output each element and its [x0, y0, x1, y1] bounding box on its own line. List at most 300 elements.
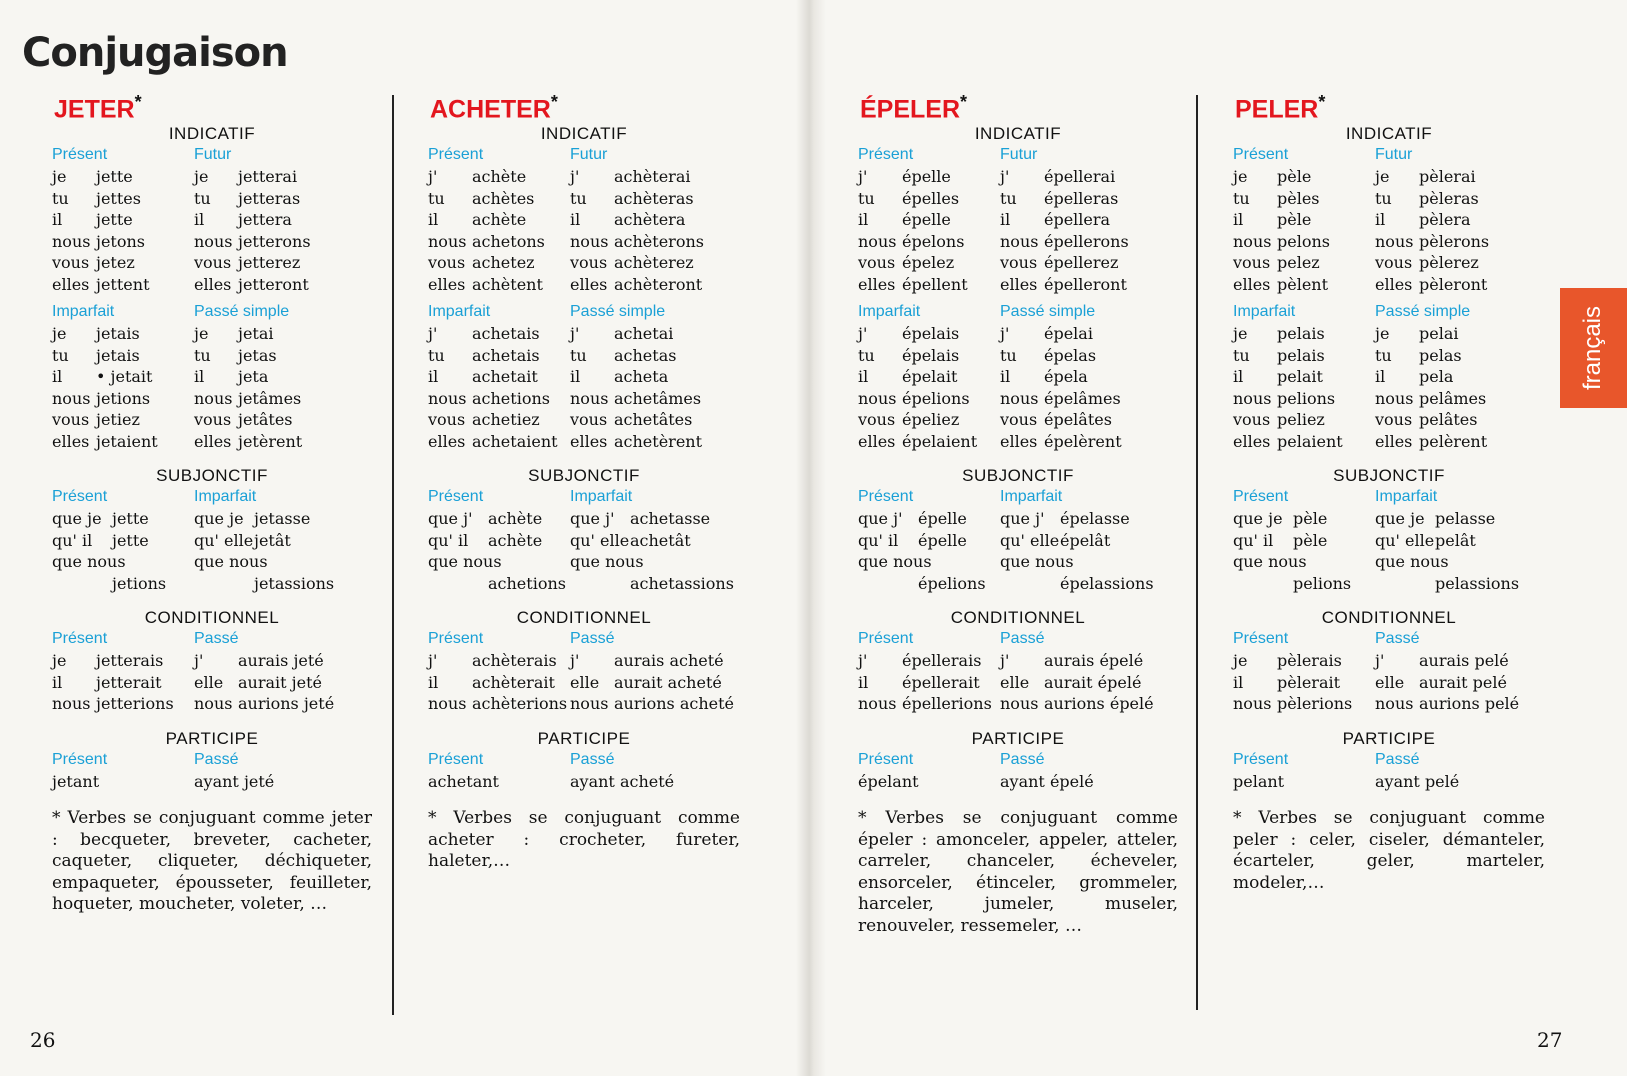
conjugation-line	[1233, 166, 1375, 188]
verb-form: pelions	[1277, 388, 1336, 408]
verb-form: épelleras	[1044, 188, 1119, 208]
pronoun: nous	[428, 231, 467, 251]
conjugation-line	[52, 530, 194, 552]
pronoun: j'	[570, 651, 580, 671]
conjugation-line	[1375, 252, 1525, 274]
tense-column	[1233, 301, 1375, 452]
tense-label: Passé	[570, 750, 615, 768]
pronoun: il	[52, 367, 63, 387]
page-number-left: 26	[30, 1028, 56, 1052]
pronoun: que je	[52, 509, 102, 529]
verb-form: pelais	[1277, 345, 1325, 365]
conjugation-line	[194, 345, 344, 367]
tense-row	[1233, 144, 1545, 295]
verb-form: jettera	[238, 210, 292, 230]
verb-form: jetterez	[238, 253, 301, 273]
pronoun: vous	[52, 253, 90, 273]
conjugation-line	[52, 388, 194, 410]
tense-label: Passé	[194, 630, 239, 648]
verb-form: jetâmes	[238, 388, 302, 408]
verb-form: aurait acheté	[614, 672, 722, 692]
conjugation-line	[1000, 431, 1150, 453]
verb-title: ACHETER	[430, 95, 551, 124]
verb-form: jetterions	[96, 694, 174, 714]
conjugation-line	[1233, 188, 1375, 210]
pronoun: je	[1375, 324, 1390, 344]
tense-label: Imparfait	[570, 488, 633, 506]
tense-column	[1233, 749, 1375, 793]
verb-form: achetèrent	[614, 431, 703, 451]
tense-column	[1000, 749, 1150, 793]
pronoun: nous	[1000, 231, 1039, 251]
conjugation-line	[858, 345, 1000, 367]
verb-form: pèlerais	[1277, 651, 1342, 671]
pronoun: qu' elle	[1000, 530, 1060, 550]
tense-column	[1233, 628, 1375, 715]
tense-label: Futur	[194, 146, 232, 164]
verb-form: épelions	[918, 573, 986, 593]
pronoun: je	[194, 324, 209, 344]
pronoun: que nous	[858, 552, 932, 572]
mood-heading: PARTICIPE	[537, 728, 631, 748]
mood-heading: CONDITIONNEL	[950, 608, 1086, 628]
verb-form: épelions	[902, 388, 970, 408]
verb-form: aurions épelé	[1044, 694, 1154, 714]
pronoun: que nous	[1000, 552, 1074, 572]
tense-row	[1233, 486, 1545, 594]
verb-form: achète	[472, 210, 527, 230]
tense-label: Présent	[52, 488, 108, 506]
tense-label: Présent	[428, 146, 484, 164]
conjugation-line	[858, 650, 1000, 672]
pronoun: nous	[194, 694, 233, 714]
verb-name	[1235, 92, 1545, 124]
verb-form: pelas	[1419, 345, 1462, 365]
conjugation-line	[428, 252, 570, 274]
verb-form: achetâmes	[614, 388, 702, 408]
conjugation-line	[428, 209, 570, 231]
participle-past: ayant épelé	[1000, 771, 1094, 791]
mood-heading: CONDITIONNEL	[1321, 608, 1457, 628]
pronoun: il	[858, 210, 869, 230]
conjugation-line	[428, 551, 570, 573]
verb-form: jetterai	[238, 167, 298, 187]
pronoun: nous	[570, 388, 609, 408]
pronoun: vous	[858, 253, 896, 273]
conjugation-line	[194, 209, 344, 231]
mood-heading: SUBJONCTIF	[156, 466, 268, 486]
verb-form: pelâmes	[1419, 388, 1487, 408]
conjugation-line	[52, 573, 194, 595]
conjugation-line	[52, 409, 194, 431]
verb-title: JETER	[54, 95, 135, 124]
pronoun: je	[52, 651, 67, 671]
pronoun: j'	[858, 324, 868, 344]
verb-form: épelais	[902, 324, 960, 344]
pronoun: nous	[52, 694, 91, 714]
verb-form: achèterai	[614, 167, 691, 187]
pronoun: que je	[1375, 509, 1425, 529]
tense-label: Passé simple	[194, 303, 290, 321]
conjugation-line	[1375, 530, 1525, 552]
conjugation-line	[428, 650, 570, 672]
conjugation-line	[570, 274, 720, 296]
pronoun: nous	[858, 231, 897, 251]
conjugation-line	[1000, 551, 1150, 573]
participle-present: jetant	[52, 771, 100, 791]
conjugation-line	[194, 231, 344, 253]
verb-form: épelons	[902, 231, 965, 251]
conjugation-line	[570, 431, 720, 453]
tense-label: Imparfait	[858, 303, 921, 321]
verb-form: achètent	[472, 274, 543, 294]
tense-row	[52, 628, 372, 715]
pronoun: je	[1233, 324, 1248, 344]
verb-form: achètera	[614, 210, 686, 230]
pronoun: il	[858, 367, 869, 387]
tense-label: Présent	[428, 630, 484, 648]
participle-past: ayant pelé	[1375, 771, 1460, 791]
verb-form: jetions	[96, 388, 151, 408]
verb-form: épellerais	[902, 651, 982, 671]
conjugation-line	[52, 693, 194, 715]
verb-form: épeliez	[902, 410, 960, 430]
tense-column	[1375, 486, 1525, 594]
tense-column	[52, 144, 194, 295]
verb-form: épela	[1044, 367, 1088, 387]
conjugation-line	[428, 274, 570, 296]
verb-form: jette	[112, 509, 149, 529]
pronoun: j'	[428, 167, 438, 187]
conjugation-line	[1000, 388, 1150, 410]
tense-column	[1000, 301, 1150, 452]
pronoun: tu	[194, 188, 211, 208]
pronoun: je	[1375, 167, 1390, 187]
pronoun: elles	[194, 274, 232, 294]
conjugation-line	[194, 323, 344, 345]
conjugation-line	[194, 551, 344, 573]
language-tab[interactable]	[1560, 288, 1627, 408]
conjugation-line	[52, 672, 194, 694]
tense-column	[1375, 628, 1525, 715]
tense-column	[1233, 144, 1375, 295]
conjugation-line	[52, 323, 194, 345]
pronoun: tu	[1233, 345, 1250, 365]
conjugation-line	[1233, 366, 1375, 388]
pronoun: nous	[1233, 388, 1272, 408]
verb-form: pelâtes	[1419, 410, 1478, 430]
tense-column	[1375, 144, 1525, 295]
pronoun: nous	[858, 388, 897, 408]
verb-form: jette	[96, 167, 133, 187]
conjugation-line	[1000, 323, 1150, 345]
participle-past: ayant acheté	[570, 771, 675, 791]
verb-form: épelles	[902, 188, 960, 208]
verb-form: pèle	[1293, 509, 1328, 529]
pronoun: elles	[1000, 431, 1038, 451]
pronoun: elles	[1233, 274, 1271, 294]
verb-form: épelâmes	[1044, 388, 1121, 408]
verb-form: jetai	[238, 324, 274, 344]
conjugation-line	[52, 166, 194, 188]
tense-label: Passé simple	[1000, 303, 1096, 321]
pronoun: il	[1233, 210, 1244, 230]
verb-column	[52, 92, 372, 916]
verb-form: jetasse	[254, 509, 311, 529]
verb-form: pèlerons	[1419, 231, 1490, 251]
verb-form: pelons	[1277, 231, 1330, 251]
verb-form: achetas	[614, 345, 677, 365]
pronoun: tu	[194, 345, 211, 365]
verb-form: pèles	[1277, 188, 1320, 208]
conjugation-line	[1375, 693, 1525, 715]
pronoun: j'	[194, 651, 204, 671]
conjugation-line	[194, 252, 344, 274]
column-divider	[392, 95, 394, 1015]
pronoun: elles	[1233, 431, 1271, 451]
conjugation-line	[858, 188, 1000, 210]
pronoun: elles	[858, 431, 896, 451]
pronoun: je	[194, 167, 209, 187]
conjugation-line	[858, 573, 1000, 595]
pronoun: il	[1375, 210, 1386, 230]
tense-label: Passé	[1375, 630, 1420, 648]
tense-column	[1000, 486, 1154, 594]
pronoun: qu' il	[858, 530, 899, 550]
pronoun: nous	[194, 231, 233, 251]
verb-form: jettes	[96, 188, 141, 208]
pronoun: il	[570, 367, 581, 387]
conjugation-line	[194, 166, 344, 188]
verb-form: aurait jeté	[238, 672, 322, 692]
conjugation-line	[570, 672, 720, 694]
conjugation-line	[570, 388, 720, 410]
pronoun: elle	[570, 672, 600, 692]
tense-label: Présent	[858, 750, 914, 768]
conjugation-line	[570, 166, 720, 188]
conjugation-line	[1233, 573, 1375, 595]
tense-column	[194, 301, 344, 452]
tense-row	[858, 301, 1178, 452]
tense-column	[52, 486, 194, 594]
pronoun: je	[52, 167, 67, 187]
tense-label: Imparfait	[52, 303, 115, 321]
pronoun: j'	[858, 651, 868, 671]
tense-column	[428, 301, 570, 452]
tense-column	[570, 144, 720, 295]
verb-form: épellerai	[1044, 167, 1116, 187]
tense-row	[52, 749, 372, 793]
pronoun: que j'	[1000, 509, 1045, 529]
conjugation-line	[52, 188, 194, 210]
participle-present: pelant	[1233, 771, 1285, 791]
conjugation-line	[1233, 388, 1375, 410]
conjugation-line	[428, 431, 570, 453]
tense-column	[858, 628, 1000, 715]
tense-label: Imparfait	[1375, 488, 1438, 506]
verb-note: * Verbes se conjuguant comme jeter : becqueter, breveter, cacheter, caqueter, cliqueter, déchiqueter, empaqueter, épousseter, feuilleter, hoqueter, moucheter, voleter, …	[52, 808, 372, 915]
conjugation-line	[858, 388, 1000, 410]
conjugation-line	[570, 188, 720, 210]
conjugation-line	[1233, 672, 1375, 694]
pronoun: nous	[858, 694, 897, 714]
verb-form: pèle	[1293, 530, 1328, 550]
verb-form: jetais	[96, 324, 140, 344]
verb-form: jette	[112, 530, 149, 550]
pronoun: il	[1000, 367, 1011, 387]
conjugation-line	[1233, 323, 1375, 345]
conjugation-line	[858, 672, 1000, 694]
verb-form: épelasse	[1060, 509, 1130, 529]
verb-form: épelassions	[1060, 573, 1154, 593]
tense-column	[428, 144, 570, 295]
verb-form: épelai	[1044, 324, 1093, 344]
pronoun: nous	[52, 231, 91, 251]
verb-form: jetèrent	[238, 431, 303, 451]
verb-form: jetassions	[254, 573, 335, 593]
pronoun: j'	[428, 324, 438, 344]
participle-present: achetant	[428, 771, 499, 791]
conjugation-line	[1375, 551, 1525, 573]
verb-form: épellera	[1044, 210, 1111, 230]
mood-heading: PARTICIPE	[165, 728, 259, 748]
conjugation-line	[570, 693, 735, 715]
pronoun: vous	[1375, 410, 1413, 430]
tense-row	[1233, 749, 1545, 793]
tense-label: Futur	[1375, 146, 1413, 164]
conjugation-line	[1000, 209, 1150, 231]
conjugation-line	[194, 573, 344, 595]
conjugation-line	[52, 650, 194, 672]
conjugation-line	[1000, 409, 1150, 431]
pronoun: que j'	[428, 509, 473, 529]
tense-label: Présent	[428, 750, 484, 768]
asterisk: *	[550, 92, 558, 112]
conjugation-line	[52, 274, 194, 296]
pronoun: vous	[1233, 253, 1271, 273]
pronoun: j'	[1375, 651, 1385, 671]
verb-form: pèlerions	[1277, 694, 1353, 714]
conjugation-line	[1000, 693, 1154, 715]
conjugation-line	[1375, 672, 1525, 694]
tense-label: Présent	[1233, 630, 1289, 648]
verb-form: épellerait	[902, 672, 980, 692]
pronoun: que j'	[858, 509, 903, 529]
conjugation-line	[858, 409, 1000, 431]
conjugation-line	[194, 508, 344, 530]
tense-label: Passé simple	[570, 303, 666, 321]
conjugation-line	[570, 231, 720, 253]
pronoun: tu	[1000, 188, 1017, 208]
conjugation-line	[52, 508, 194, 530]
tense-label: Passé	[194, 750, 239, 768]
verb-form: épelais	[902, 345, 960, 365]
conjugation-line	[858, 274, 1000, 296]
conjugation-line	[1233, 530, 1375, 552]
conjugation-line	[1000, 530, 1150, 552]
tense-label: Imparfait	[1000, 488, 1063, 506]
tense-column	[1000, 628, 1154, 715]
conjugation-line	[858, 166, 1000, 188]
conjugation-line	[428, 231, 570, 253]
tense-row	[1233, 301, 1545, 452]
pronoun: il	[1233, 672, 1244, 692]
participle-past: ayant jeté	[194, 771, 275, 791]
verb-form: aurait épelé	[1044, 672, 1142, 692]
conjugation-line	[1375, 431, 1525, 453]
tense-label: Présent	[858, 488, 914, 506]
conjugation-line	[1375, 508, 1525, 530]
verb-name	[430, 92, 740, 124]
conjugation-line	[1375, 650, 1525, 672]
verb-form: pelions	[1293, 573, 1352, 593]
tense-column	[858, 301, 1000, 452]
verb-form: aurait pelé	[1419, 672, 1507, 692]
tense-row	[428, 628, 740, 715]
pronoun: elle	[1375, 672, 1405, 692]
conjugation-line	[858, 508, 1000, 530]
conjugation-line	[1000, 166, 1150, 188]
asterisk: *	[134, 92, 142, 112]
verb-form: achetât	[630, 530, 691, 550]
conjugation-line	[1000, 252, 1150, 274]
verb-form: achèterais	[472, 651, 557, 671]
verb-form: épelle	[902, 167, 951, 187]
conjugation-line	[52, 345, 194, 367]
verb-form: pèlent	[1277, 274, 1329, 294]
tense-row	[1233, 628, 1545, 715]
verb-form: achetâtes	[614, 410, 693, 430]
pronoun: elle	[194, 672, 224, 692]
conjugation-line	[1000, 508, 1150, 530]
tense-column	[194, 749, 344, 793]
verb-form: jetteras	[238, 188, 301, 208]
conjugation-line	[194, 693, 344, 715]
verb-form: jetteront	[238, 274, 309, 294]
pronoun: j'	[858, 167, 868, 187]
pronoun: elles	[428, 431, 466, 451]
pronoun: il	[52, 672, 63, 692]
pronoun: vous	[1000, 410, 1038, 430]
tense-row	[858, 749, 1178, 793]
verb-form: achetait	[472, 367, 538, 387]
pronoun: que nous	[1375, 552, 1449, 572]
verb-name	[54, 92, 372, 124]
pronoun: il	[194, 210, 205, 230]
pronoun: tu	[1375, 188, 1392, 208]
pronoun: elles	[52, 274, 90, 294]
conjugation-line	[52, 551, 194, 573]
participle-present: épelant	[858, 771, 919, 791]
conjugation-line	[570, 409, 720, 431]
tense-label: Passé	[1000, 750, 1045, 768]
verb-form: achèterait	[472, 672, 555, 692]
verb-form: épelait	[902, 367, 958, 387]
pronoun: vous	[1233, 410, 1271, 430]
pronoun: vous	[428, 253, 466, 273]
verb-note: * Verbes se conjuguant comme peler : celer, ciseler, démanteler, écarteler, geler, marteler, modeler,…	[1233, 808, 1545, 893]
tense-label: Présent	[1233, 488, 1289, 506]
pronoun: qu' elle	[570, 530, 630, 550]
pronoun: elles	[1000, 274, 1038, 294]
verb-form: achèterions	[472, 694, 568, 714]
pronoun: tu	[858, 345, 875, 365]
tense-column	[570, 301, 720, 452]
conjugation-line	[858, 693, 1000, 715]
tense-column	[858, 486, 1000, 594]
tense-column	[1375, 301, 1525, 452]
conjugation-line	[52, 231, 194, 253]
